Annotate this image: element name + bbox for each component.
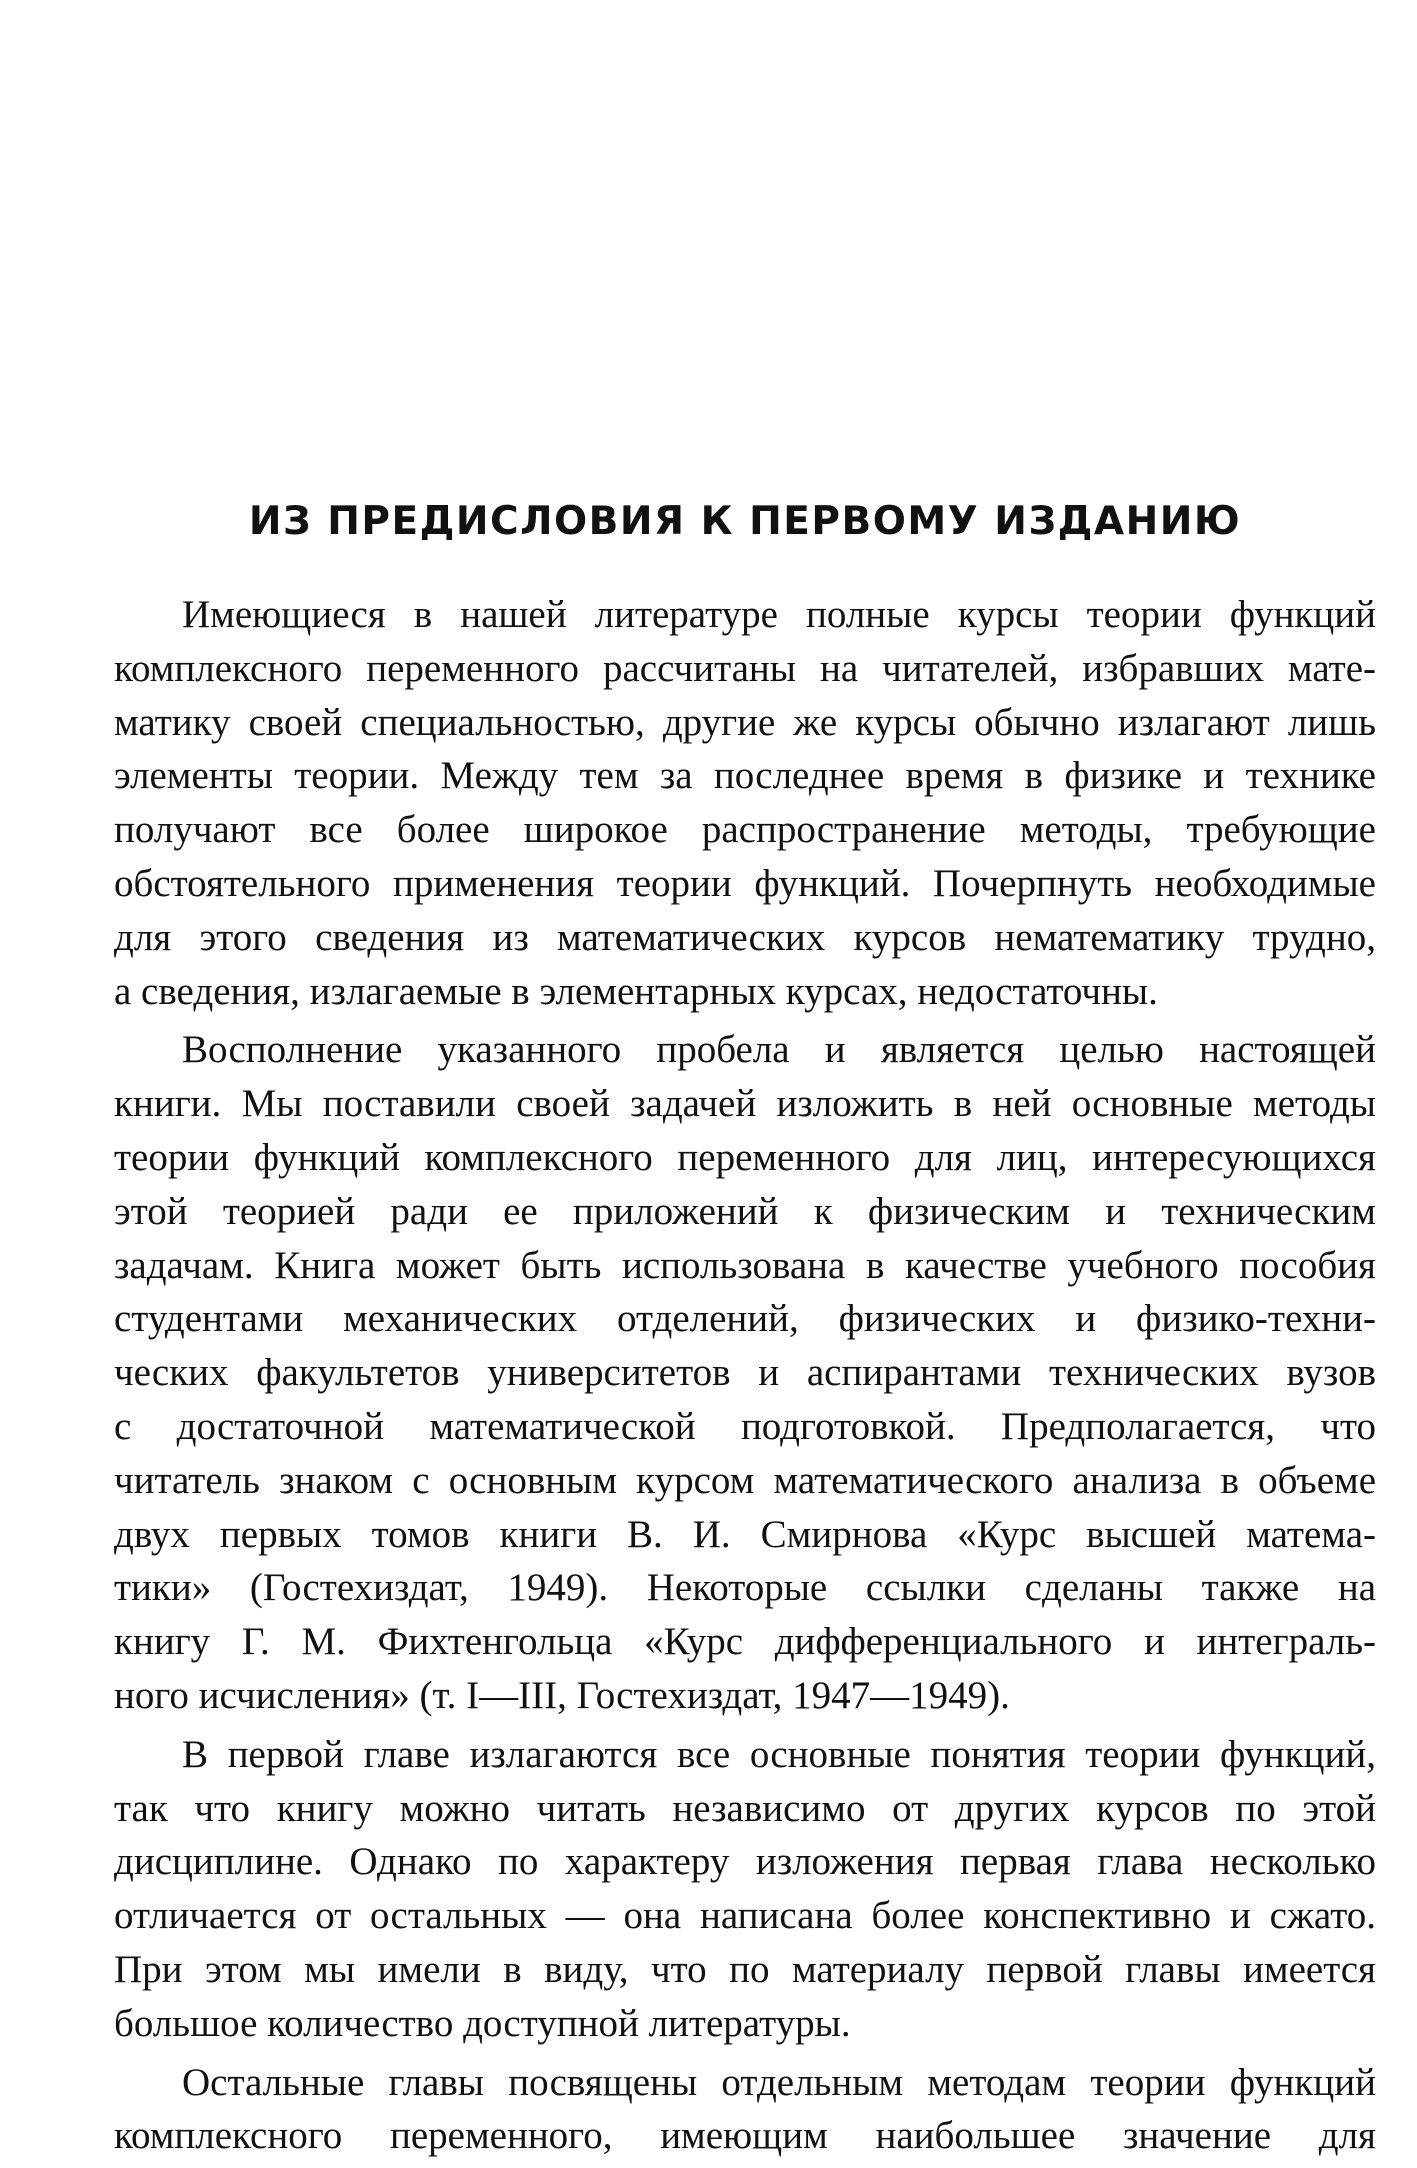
text-line: отличается от остальных — она написана более конспективно и сжато.	[114, 1894, 1376, 1938]
text-line: матику своей специальностью, другие же курсы обычно излагают лишь	[114, 700, 1376, 744]
text-line: так что книгу можно читать независимо от других курсов по этой	[114, 1786, 1376, 1830]
text-line: элементы теории. Между тем за последнее время в физике и технике	[114, 754, 1376, 798]
text-line: Остальные главы посвящены отдельным методам теории функций	[182, 2060, 1376, 2104]
section-title: ИЗ ПРЕДИСЛОВИЯ К ПЕРВОМУ ИЗДАНИЮ	[248, 499, 1242, 544]
paragraph-4	[114, 2056, 1376, 2164]
text-line: теории функций комплексного переменного для лиц, интересующихся	[114, 1135, 1376, 1179]
text-line: комплексного переменного рассчитаны на читателей, избравших мате-	[114, 646, 1376, 690]
text-line: дисциплине. Однако по характеру изложения первая глава несколько	[114, 1840, 1376, 1884]
text-line: Восполнение указанного пробела и является целью настоящей	[182, 1028, 1376, 1072]
text-line: а сведения, излагаемые в элементарных курсах, недостаточны.	[114, 969, 1158, 1013]
text-line: ческих факультетов университетов и аспирантами технических вузов	[114, 1351, 1376, 1395]
text-line: ного исчисления» (т. I—III, Гостехиздат, 1947—1949).	[114, 1673, 1010, 1717]
paragraph-2	[114, 1023, 1376, 1722]
text-line: студентами механических отделений, физических и физико-техни-	[114, 1297, 1376, 1341]
text-line: В первой главе излагаются все основные понятия теории функций,	[182, 1732, 1376, 1776]
text-line: большое количество доступной литературы.	[114, 2001, 851, 2045]
text-line: задачам. Книга может быть использована в качестве учебного пособия	[114, 1243, 1376, 1287]
text-line: получают все более широкое распространение методы, требующие	[114, 808, 1376, 852]
paragraph-1	[114, 588, 1376, 1018]
text-line: комплексного переменного, имеющим наибольшее значение для	[114, 2114, 1376, 2158]
text-line: книги. Мы поставили своей задачей изложить в ней основные методы	[114, 1082, 1376, 1126]
text-line: читатель знаком с основным курсом математического анализа в объеме	[114, 1458, 1376, 1502]
text-line: этой теорией ради ее приложений к физическим и техническим	[114, 1189, 1376, 1233]
text-line: книгу Г. М. Фихтенгольца «Курс дифференциального и интеграль-	[114, 1620, 1376, 1664]
text-line: Имеющиеся в нашей литературе полные курсы теории функций	[182, 593, 1376, 636]
text-line: обстоятельного применения теории функций. Почерпнуть необходимые	[114, 861, 1376, 905]
preface-body	[114, 588, 1376, 2168]
text-line: двух первых томов книги В. И. Смирнова «Курс высшей матема-	[114, 1512, 1376, 1556]
text-line: для этого сведения из математических курсов нематематику трудно,	[114, 915, 1376, 959]
paragraph-3	[114, 1728, 1376, 2051]
text-line: тики» (Гостехиздат, 1949). Некоторые ссылки сделаны также на	[114, 1566, 1376, 1610]
text-line: При этом мы имели в виду, что по материалу первой главы имеется	[114, 1947, 1376, 1991]
text-line: с достаточной математической подготовкой. Предполагается, что	[114, 1404, 1376, 1448]
book-page	[114, 0, 1376, 2167]
